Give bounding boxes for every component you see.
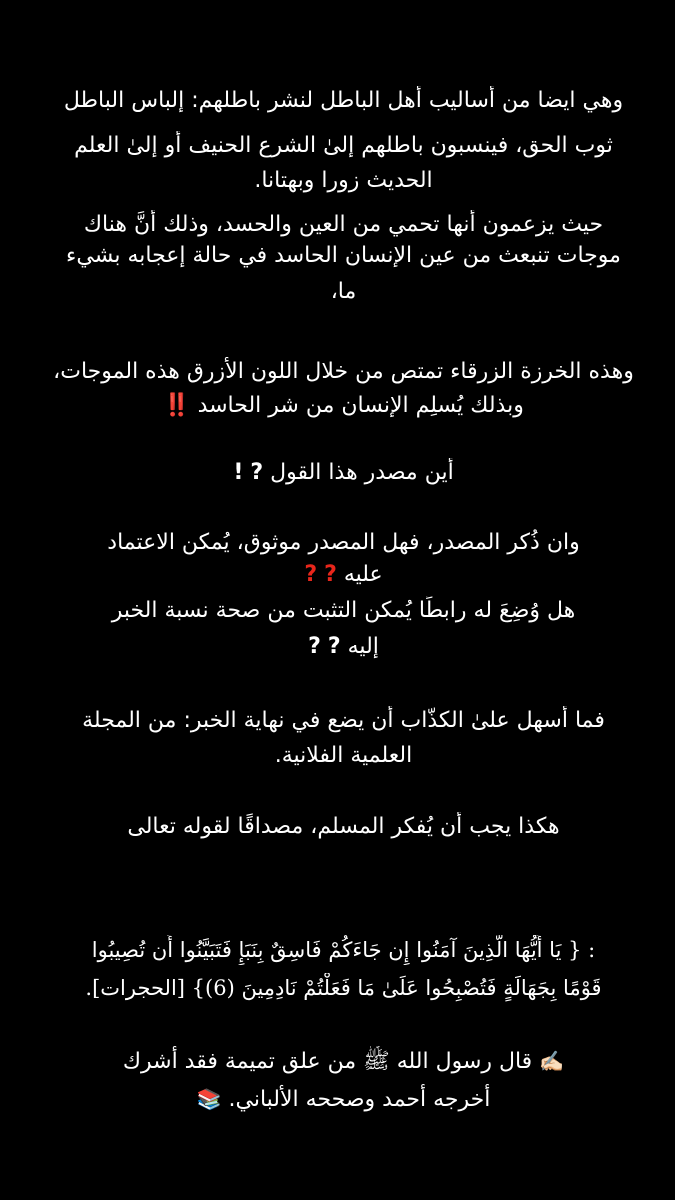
text-line-14: فما أسهل علىٰ الكذّاب أن يضع في نهاية الخبر: من المجلة [82, 708, 605, 733]
hadith-line-1-body: قال رسول الله ﷺ من علق تميمة فقد أشرك [122, 1049, 533, 1074]
books-icon: 📚 [196, 1087, 222, 1111]
text-line-16: هكذا يجب أن يُفكر المسلم، مصداقًا لقوله تعالى [127, 814, 560, 839]
red-question-icon: ? [304, 562, 318, 587]
text-line-13-body: إليه [347, 634, 379, 659]
hadith-line-2-body: أخرجه أحمد وصححه الألباني. [228, 1087, 491, 1112]
quran-verse-line-2: قَوْمًا بِجَهَالَةٍ فَتُصْبِحُوا عَلَىٰ مَا فَعَلْتُمْ نَادِمِينَ (6)} [الحجرات]. [85, 976, 602, 1000]
text-line-6: ما، [330, 279, 357, 304]
text-line-11-body: عليه [343, 562, 383, 587]
writing-hand-icon: ✍🏻 [539, 1049, 565, 1073]
text-line-10: وان ذُكر المصدر، فهل المصدر موثوق، يُمكن الاعتماد [107, 530, 580, 555]
question-mark-icon: ? [327, 634, 341, 659]
question-mark-icon: ? [308, 634, 321, 659]
text-line-5: موجات تنبعث من عين الإنسان الحاسد في حالة إعجابه بشيء [66, 243, 621, 268]
double-exclamation-icon: ‼️ [163, 393, 191, 418]
text-line-13 [40, 632, 647, 662]
text-line-9 [40, 458, 647, 488]
text-line-7: وهذه الخرزة الزرقاء تمتص من خلال اللون الأزرق هذه الموجات، [53, 359, 634, 384]
text-line-3: الحديث زورا وبهتانا. [254, 168, 433, 193]
quran-verse-line-1: : { يَا أَيُّهَا الَّذِينَ آمَنُوا إِن جَاءَكُمْ فَاسِقٌ بِنَبَإٍ فَتَبَيَّنُوا أَن تُصِيبُوا [91, 938, 596, 962]
text-line-8 [40, 391, 647, 421]
text-line-1: وهي ايضا من أساليب أهل الباطل لنشر باطلهم: إلباس الباطل [63, 88, 624, 113]
question-mark-icon: ? [250, 460, 264, 485]
exclamation-mark-icon: ! [233, 460, 244, 485]
text-line-9-body: أين مصدر هذا القول [270, 460, 454, 485]
red-question-icon: ? [324, 562, 337, 587]
text-line-15: العلمية الفلانية. [274, 743, 413, 768]
text-line-4: حيث يزعمون أنها تحمي من العين والحسد، وذلك أنَّ هناك [83, 212, 604, 237]
text-line-11 [40, 560, 647, 590]
text-line-12: هل وُضِعَ له رابطًا يُمكن التثبت من صحة نسبة الخبر [111, 598, 576, 623]
hadith-line-2 [40, 1084, 647, 1114]
hadith-line-1 [40, 1046, 647, 1076]
story-text [40, 0, 647, 1200]
text-line-2: ثوب الحق، فينسبون باطلهم إلىٰ الشرع الحنيف أو إلىٰ العلم [74, 133, 613, 158]
text-line-8-body: وبذلك يُسلِم الإنسان من شر الحاسد [197, 393, 524, 418]
